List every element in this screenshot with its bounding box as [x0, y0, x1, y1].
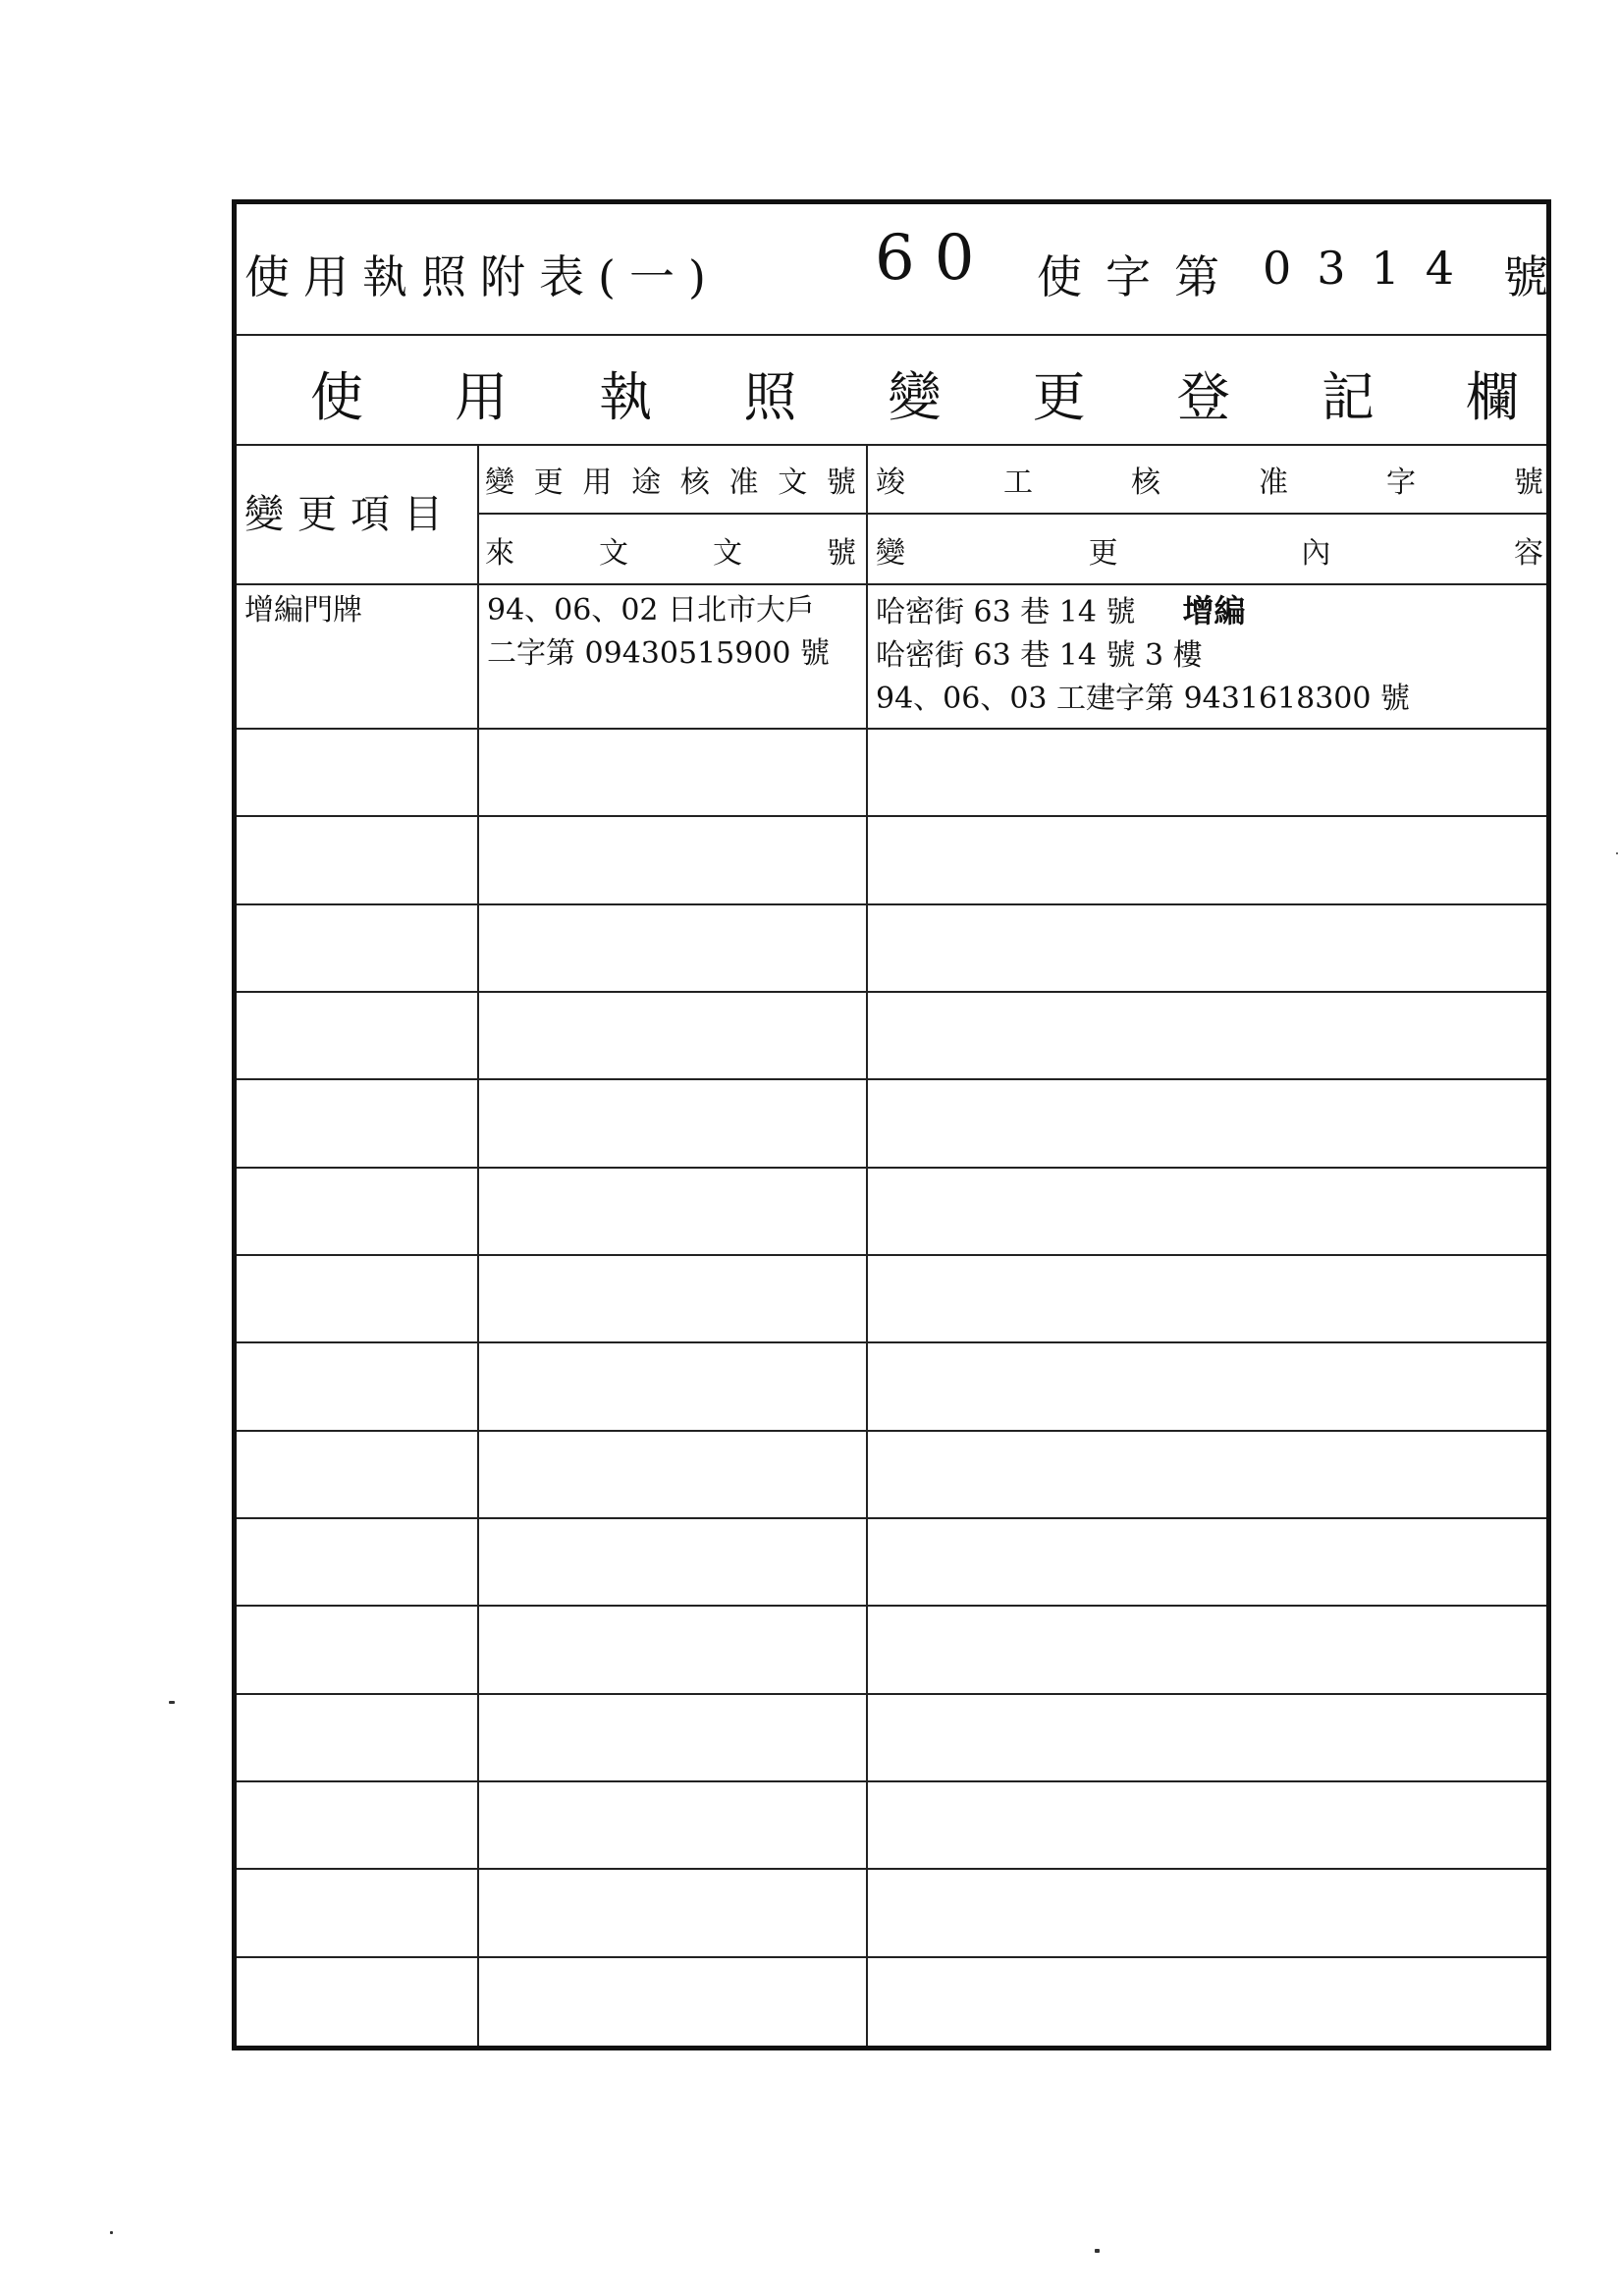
incoming-doc-header-char: 號	[827, 536, 856, 571]
change-item-cell	[237, 1080, 477, 1166]
change-content-text	[868, 1343, 1546, 1355]
change-item-cell	[237, 817, 477, 902]
column-header-approval-doc	[485, 458, 856, 501]
change-content-text	[868, 1607, 1546, 1618]
approval-doc-text	[479, 1080, 866, 1092]
approval-doc-header-char: 核	[679, 465, 710, 500]
change-item-cell	[237, 905, 477, 991]
section-title-char: 用	[455, 366, 509, 428]
change-item-text	[237, 1343, 477, 1355]
approval-doc-header-char: 更	[533, 465, 564, 500]
section-heading-row	[237, 334, 1546, 446]
approval-doc-cell	[477, 1256, 866, 1341]
form-header	[237, 204, 1546, 336]
table-row	[237, 1169, 1546, 1256]
approval-doc-text	[479, 1343, 866, 1355]
change-content-line-text: 94、06、03 工建字第 9431618300 號	[876, 682, 1410, 716]
column-header-incoming-doc	[485, 528, 856, 572]
section-title-char: 記	[1321, 366, 1375, 428]
change-content-cell	[866, 1343, 1546, 1429]
column-header-completion-no	[876, 458, 1543, 501]
approval-doc-header-char: 用	[582, 465, 613, 500]
approval-doc-text	[479, 1958, 866, 1970]
change-item-cell	[237, 1695, 477, 1780]
change-content-text	[868, 583, 1546, 727]
change-item-cell	[237, 730, 477, 815]
form-title: 使用執照附表(一)	[244, 250, 720, 303]
change-content-cell	[866, 583, 1546, 728]
change-content-text	[868, 905, 1546, 917]
completion-no-header-char: 字	[1386, 465, 1416, 500]
approval-doc-header-char: 號	[826, 465, 856, 500]
change-content-line	[876, 678, 1538, 721]
change-content-cell	[866, 1607, 1546, 1692]
approval-doc-text	[479, 817, 866, 829]
approval-doc-cell	[477, 1695, 866, 1780]
change-content-header-char: 更	[1088, 536, 1118, 571]
change-content-text	[868, 1519, 1546, 1531]
change-item-text	[237, 730, 477, 741]
change-item-text	[237, 1080, 477, 1092]
change-item-cell	[237, 1432, 477, 1517]
change-item-cell	[237, 1343, 477, 1429]
completion-no-header-char: 核	[1131, 465, 1160, 500]
section-title-char: 照	[743, 366, 797, 428]
approval-doc-text	[479, 1695, 866, 1707]
scan-speck	[110, 2231, 113, 2234]
change-content-header-char: 容	[1513, 536, 1543, 571]
approval-doc-cell	[477, 905, 866, 991]
table-row	[237, 817, 1546, 904]
approval-doc-header-char: 途	[631, 465, 662, 500]
change-register-table	[237, 583, 1546, 2046]
header-subdivider	[477, 513, 1546, 515]
change-item-text	[237, 1782, 477, 1794]
completion-no-header-char: 工	[1003, 465, 1033, 500]
table-row	[237, 730, 1546, 817]
license-prefix: 使字第	[1037, 250, 1243, 303]
section-title-char: 更	[1032, 366, 1086, 428]
change-content-header-char: 變	[876, 536, 905, 571]
change-item-cell	[237, 1958, 477, 2046]
change-item-text	[237, 905, 477, 917]
license-suffix: 號	[1503, 250, 1548, 303]
column-header-item: 變更項目	[244, 492, 457, 537]
approval-doc-cell	[477, 1519, 866, 1605]
approval-doc-header-char: 准	[728, 465, 759, 500]
table-row	[237, 1256, 1546, 1343]
approval-doc-line: 94、06、02 日北市大戶	[487, 593, 816, 628]
change-content-text	[868, 1256, 1546, 1268]
approval-doc-cell	[477, 1870, 866, 1955]
change-content-text	[868, 1080, 1546, 1092]
change-content-cell	[866, 817, 1546, 902]
change-content-line	[876, 634, 1538, 678]
change-content-text	[868, 1695, 1546, 1707]
change-content-text	[868, 1169, 1546, 1180]
change-content-cell	[866, 1958, 1546, 2046]
change-item-cell	[237, 1870, 477, 1955]
scan-speck	[169, 1701, 175, 1704]
table-row	[237, 1432, 1546, 1519]
change-item-text	[237, 1519, 477, 1531]
change-item-cell	[237, 1782, 477, 1868]
change-item-cell	[237, 1607, 477, 1692]
change-content-text	[868, 817, 1546, 829]
approval-doc-cell	[477, 1782, 866, 1868]
table-row	[237, 1607, 1546, 1694]
table-row	[237, 1695, 1546, 1782]
approval-doc-cell	[477, 1958, 866, 2046]
change-content-line	[876, 589, 1538, 634]
incoming-doc-header-char: 文	[599, 536, 628, 571]
change-content-cell	[866, 993, 1546, 1078]
section-title-char: 欄	[1466, 366, 1519, 428]
approval-doc-cell	[477, 817, 866, 902]
change-item-text	[237, 817, 477, 829]
approval-doc-text	[479, 1169, 866, 1180]
change-content-line-text: 哈密街 63 巷 14 號 3 樓	[876, 638, 1203, 673]
change-content-cell	[866, 1695, 1546, 1780]
approval-doc-cell	[477, 1169, 866, 1254]
change-content-line-text: 哈密街 63 巷 14 號	[876, 595, 1136, 629]
change-content-text	[868, 1782, 1546, 1794]
change-content-cell	[866, 730, 1546, 815]
change-item-text	[237, 993, 477, 1005]
change-item-text	[237, 1256, 477, 1268]
section-title-char: 執	[599, 366, 653, 428]
change-content-cell	[866, 1080, 1546, 1166]
table-row	[237, 1870, 1546, 1957]
approval-doc-cell	[477, 1607, 866, 1692]
approval-doc-text	[479, 1519, 866, 1531]
change-content-text	[868, 730, 1546, 741]
incoming-doc-header-char: 來	[485, 536, 514, 571]
table-row	[237, 583, 1546, 730]
change-content-cell	[866, 905, 1546, 991]
change-item-cell	[237, 583, 477, 728]
approval-doc-text	[479, 993, 866, 1005]
license-number: 0314	[1263, 242, 1481, 295]
change-content-header-char: 內	[1301, 536, 1331, 571]
table-row	[237, 1343, 1546, 1431]
approval-doc-cell	[477, 730, 866, 815]
section-title-char: 變	[888, 366, 942, 428]
approval-doc-cell	[477, 1432, 866, 1517]
approval-doc-header-char: 文	[778, 465, 808, 500]
table-row	[237, 993, 1546, 1080]
completion-no-header-char: 准	[1259, 465, 1288, 500]
change-type-tag: 增編	[1182, 592, 1246, 629]
table-row	[237, 1519, 1546, 1607]
attachment-number: 60	[875, 222, 995, 295]
change-content-cell	[866, 1782, 1546, 1868]
approval-doc-text	[479, 1256, 866, 1268]
approval-doc-text	[479, 730, 866, 741]
approval-doc-cell	[477, 583, 866, 728]
change-item-cell	[237, 1169, 477, 1254]
change-item-cell	[237, 1519, 477, 1605]
section-title	[237, 355, 1546, 431]
usage-license-form	[232, 199, 1551, 2050]
change-content-cell	[866, 1169, 1546, 1254]
table-row	[237, 1080, 1546, 1168]
change-content-cell	[866, 1870, 1546, 1955]
table-row	[237, 1958, 1546, 2046]
approval-doc-text	[479, 1870, 866, 1882]
change-item-text	[237, 1432, 477, 1444]
change-content-text	[868, 1958, 1546, 1970]
approval-doc-header-char: 變	[485, 465, 514, 500]
change-item-text	[237, 1958, 477, 1970]
approval-doc-cell	[477, 993, 866, 1078]
change-item-text	[237, 1870, 477, 1882]
column-header	[237, 444, 1546, 585]
approval-doc-text	[479, 1432, 866, 1444]
approval-doc-cell	[477, 1080, 866, 1166]
change-item-text: 增編門牌	[244, 593, 362, 628]
change-item-cell	[237, 993, 477, 1078]
completion-no-header-char: 竣	[876, 465, 905, 500]
change-item-text	[237, 1695, 477, 1707]
column-header-change-content	[876, 528, 1543, 572]
change-content-text	[868, 1870, 1546, 1882]
approval-doc-text	[479, 1782, 866, 1794]
change-content-cell	[866, 1256, 1546, 1341]
change-item-text	[237, 1607, 477, 1618]
change-content-text	[868, 1432, 1546, 1444]
scan-speck	[1095, 2249, 1100, 2253]
change-item-text	[237, 1169, 477, 1180]
approval-doc-line: 二字第 09430515900 號	[487, 636, 831, 671]
approval-doc-text	[479, 583, 866, 682]
change-content-text	[868, 993, 1546, 1005]
approval-doc-text	[479, 905, 866, 917]
approval-doc-text	[479, 1607, 866, 1618]
section-title-char: 使	[310, 366, 363, 428]
section-title-char: 登	[1176, 366, 1230, 428]
table-row	[237, 905, 1546, 993]
completion-no-header-char: 號	[1514, 465, 1543, 500]
incoming-doc-header-char: 文	[713, 536, 742, 571]
approval-doc-cell	[477, 1343, 866, 1429]
change-content-cell	[866, 1432, 1546, 1517]
change-content-cell	[866, 1519, 1546, 1605]
table-row	[237, 1782, 1546, 1870]
change-item-cell	[237, 1256, 477, 1341]
